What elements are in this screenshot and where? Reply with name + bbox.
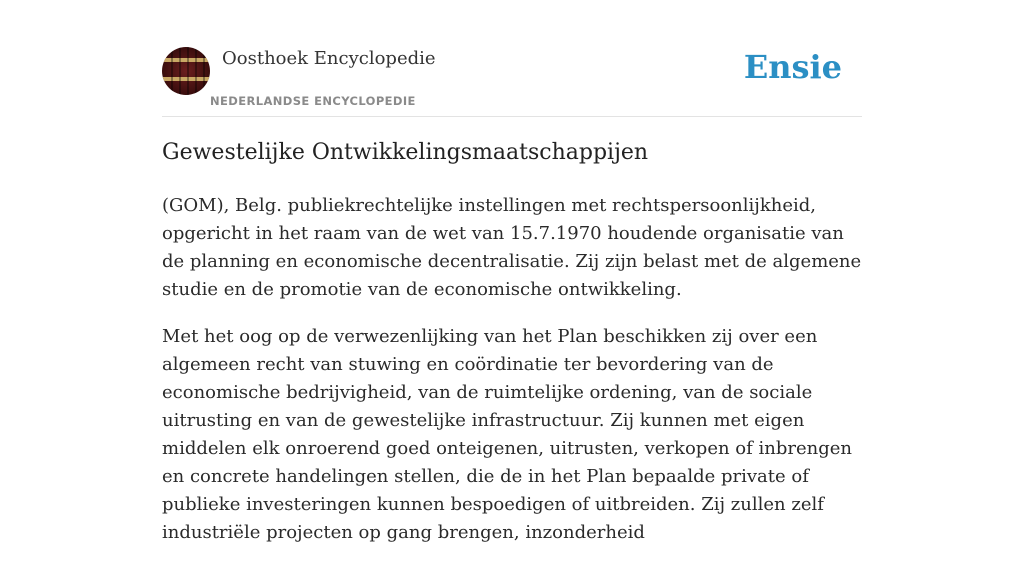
article-paragraph: Met het oog op de verwezenlijking van het Plan beschikken zij over een algemeen recht van stuwing en coördinatie ter bevordering van de economische bedrijvigheid, van de ruimtelijke ordening, van de sociale uitrusting en van de gewestelijke infrastructuur. Zij kunnen met eigen middelen elk onroerend goed onteigenen, uitrusten, verkopen of inbrengen en concrete handelingen stellen, die de in het Plan bepaalde private of publieke investeringen kunnen bespoedigen of uitbreiden. Zij zullen zelf industriële projecten op gang brengen, inzonderheid — [162, 326, 852, 543]
site-title[interactable]: Oosthoek Encyclopedie — [222, 48, 436, 69]
ensie-brand-logo[interactable]: Ensie — [743, 48, 842, 86]
encyclopedia-books-logo[interactable] — [162, 47, 210, 95]
article-body — [162, 192, 862, 566]
site-header — [162, 44, 862, 117]
site-subtitle: NEDERLANDSE ENCYCLOPEDIE — [210, 94, 416, 108]
article-title: Gewestelijke Ontwikkelingsmaatschappijen — [162, 140, 649, 165]
article-paragraph: (GOM), Belg. publiekrechtelijke instellingen met rechtspersoonlijkheid, opgericht in het raam van de wet van 15.7.1970 houdende organisatie van de planning en economische decentralisatie. Zij zijn belast met de algemene studie en de promotie van de economische ontwikkeling. — [162, 195, 862, 300]
